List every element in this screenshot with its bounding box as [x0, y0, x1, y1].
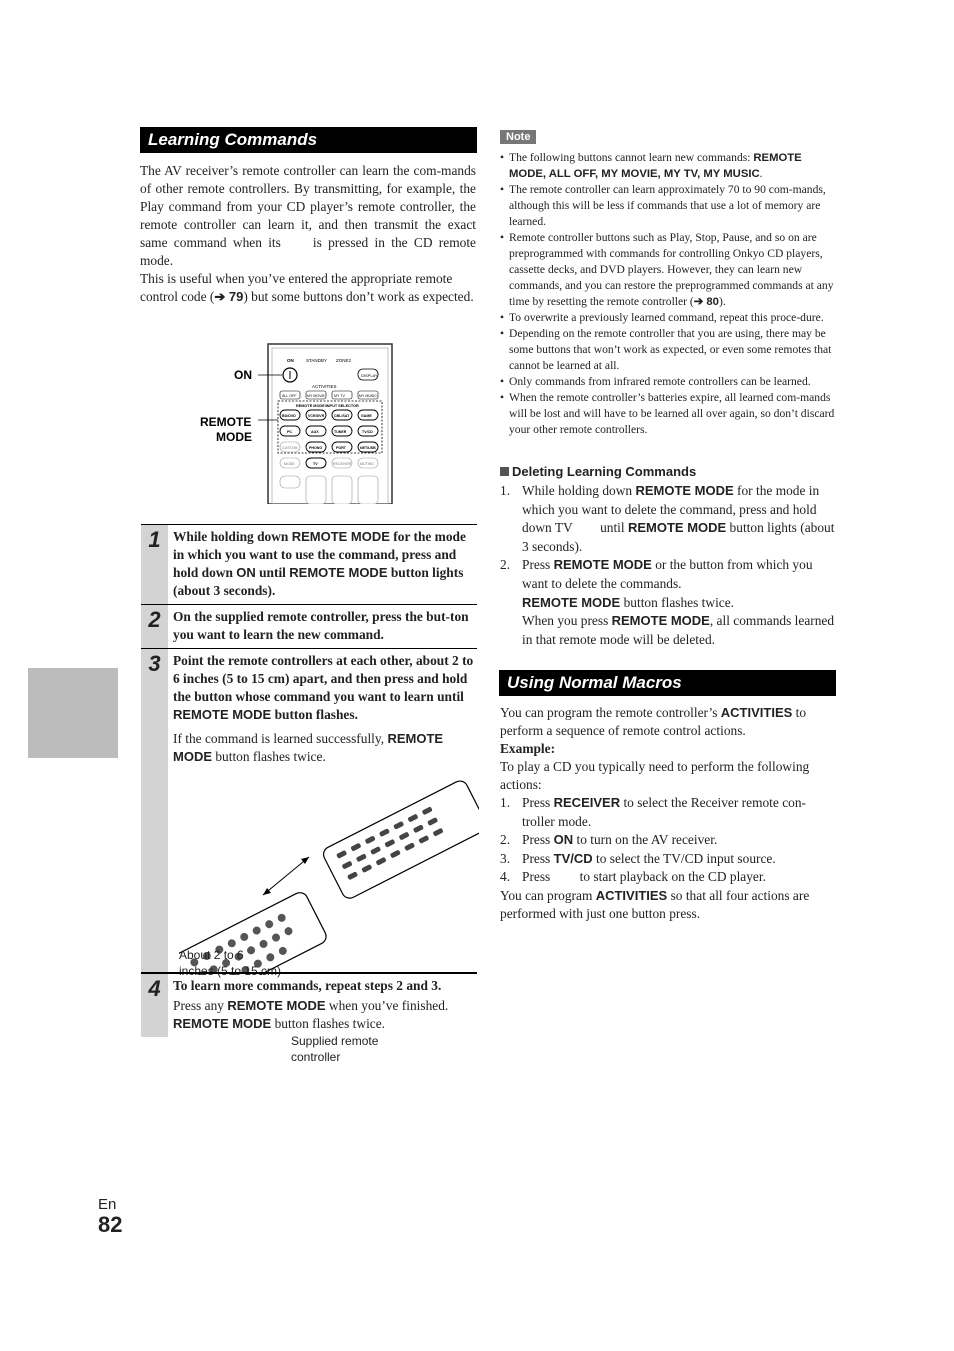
- step-3: 3 Point the remote controllers at each other, about 2 to 6 inches (5 to 15 cm) apart, and then press and hold the button whose command you want to learn until REMOTE MODE button flashes. If the command is learned successfully, REMOTE MODE button flashes twice. About 2 to 6 inches (5 to 15 cm) Supplied remote controller: [141, 648, 477, 972]
- page-ref-80[interactable]: ➔ 80: [693, 296, 719, 308]
- fig-activities: ACTIVITIES: [312, 384, 337, 389]
- note-item: • When the remote controller’s batteries expire, all learned com-mands will be lost and will have to be learned all over again, so don’t discard your other remote controllers.: [500, 390, 838, 438]
- note-item: • Only commands from infrared remote controllers can be learned.: [500, 374, 838, 390]
- section-tab: [28, 668, 118, 758]
- display-button-label: DISPLAY: [361, 373, 378, 378]
- deleting-steps: [500, 482, 836, 649]
- step-number-1: 1: [141, 525, 168, 604]
- svg-text:CUSTOM: CUSTOM: [282, 446, 298, 450]
- example-label: Example:: [500, 741, 556, 756]
- fig-label-on: ON: [234, 368, 252, 382]
- macro-step-2: 2. Press ON to turn on the AV receiver.: [500, 832, 718, 848]
- step-1: 1 While holding down REMOTE MODE for the mode in which you want to use the command, press and hold down ON until REMOTE MODE button lights (about 3 seconds).: [141, 524, 477, 604]
- svg-text:BD/DVD: BD/DVD: [282, 414, 296, 418]
- fig-label-remote: REMOTE: [200, 415, 252, 429]
- step-2: 2 On the supplied remote controller, press the but-ton you want to learn the new command.: [141, 604, 477, 648]
- steps-list: [141, 524, 477, 1064]
- page-language: En: [98, 1196, 117, 1213]
- remote-pointing-figure: [179, 775, 479, 975]
- learning-commands-header: [140, 127, 477, 153]
- svg-text:MY MOVIE: MY MOVIE: [307, 394, 325, 398]
- note-item: • Depending on the remote controller that you are using, there may be some buttons that won’t work as expected, or even some remotes that cannot be learned at all.: [500, 326, 838, 374]
- macro-section: You can program the remote controller’s ACTIVITIES to perform a sequence of remote control actions. Example: To play a CD you typically need to perform the following actions: 1. Press RECEIVER to select the Receiver remote con-troller mode. 2. Press ON to turn on the AV receiver. 3. Press TV/CD to select the TV/CD input source. 4. Press to start playback on the CD player. You can program ACTIVITIES so that all four actions are performed with just one button press.: [500, 704, 836, 923]
- svg-text:MUTING: MUTING: [360, 462, 375, 466]
- fig-selector: REMOTE MODE/INPUT SELECTOR: [296, 404, 359, 408]
- macro-step-3: 3. Press TV/CD to select the TV/CD input source.: [500, 850, 776, 866]
- intro-p1-a: The AV receiver’s remote controller can learn the com-mands of other remote controllers. By transmitting, for example, the Play command from your CD player’s remote controller, the remote controller can learn it, and then transmit the exact same command when its: [140, 163, 476, 250]
- fig-standby: STANDBY: [306, 358, 327, 363]
- fig-on-small: ON: [287, 358, 294, 363]
- svg-text:TV/CD: TV/CD: [362, 430, 373, 434]
- delete-step-1: 1. While holding down REMOTE MODE for the mode in which you want to delete the command, press and hold down TV until REMOTE MODE button lights (about 3 seconds).: [500, 483, 835, 554]
- svg-text:VCR/DVR: VCR/DVR: [308, 414, 325, 418]
- svg-text:PC: PC: [287, 430, 292, 434]
- notes-list: [500, 150, 838, 438]
- intro-p2-a: This is useful when you’ve entered the appropriate remote control code (: [140, 271, 453, 304]
- svg-text:MODE: MODE: [284, 462, 295, 466]
- svg-text:PHONO: PHONO: [309, 446, 323, 450]
- svg-text:PORT: PORT: [336, 446, 346, 450]
- fig-label-mode: MODE: [216, 430, 252, 444]
- delete-step-2: 2. Press REMOTE MODE or the button from which you want to delete the commands. REMOTE MODE button flashes twice. When you press REMOTE MODE, all commands learned in that remote mode will be deleted.: [500, 557, 835, 647]
- svg-text:NET/USB: NET/USB: [360, 446, 376, 450]
- deleting-subheader: Deleting Learning Commands: [500, 464, 696, 479]
- distance-label: About 2 to 6 inches (5 to 15 cm): [179, 948, 282, 978]
- intro-p1-b: is pressed in the CD remote mode.: [140, 235, 476, 268]
- note-item: • Remote controller buttons such as Play, Stop, Pause, and so on are preprogrammed with commands for controlling Onkyo CD players, cassette decks, and DVD players. However, they can learn new commands, and you can restore the preprogrammed commands at any time by resetting the remote controller (➔ 80).: [500, 230, 838, 310]
- macro-step-1: 1. Press RECEIVER to select the Receiver remote con-troller mode.: [500, 795, 806, 829]
- svg-text:TV: TV: [313, 462, 318, 466]
- macro-step-4: 4. Press to start playback on the CD player.: [500, 869, 766, 885]
- svg-text:AUX: AUX: [311, 430, 319, 434]
- intro-text: [140, 162, 476, 306]
- note-item: • The following buttons cannot learn new commands: REMOTE MODE, ALL OFF, MY MOVIE, MY TV, MY MUSIC.: [500, 150, 838, 182]
- step-number-4: 4: [141, 974, 168, 1037]
- svg-text:TUNER: TUNER: [334, 430, 347, 434]
- remote-controller-figure: [196, 340, 396, 504]
- svg-text:MY TV: MY TV: [334, 394, 345, 398]
- step-number-2: 2: [141, 605, 168, 648]
- note-item: • The remote controller can learn approximately 70 to 90 com-mands, although this will be less if commands that use a lot of memory are learned.: [500, 182, 838, 230]
- page-ref-79[interactable]: ➔ 79: [214, 289, 244, 304]
- svg-text:RECEIVER: RECEIVER: [333, 462, 352, 466]
- fig-zone2: ZONE2: [336, 358, 352, 363]
- note-item: • To overwrite a previously learned command, repeat this proce-dure.: [500, 310, 838, 326]
- using-normal-macros-header: [499, 670, 836, 696]
- using-normal-macros-title: Using Normal Macros: [507, 673, 682, 692]
- page-number-block: [98, 1196, 122, 1237]
- intro-p2-b: ) but some buttons don’t work as expected.: [243, 289, 474, 304]
- note-tag: Note: [500, 130, 536, 144]
- svg-text:CBL/SAT: CBL/SAT: [334, 414, 350, 418]
- page-number: 82: [98, 1212, 123, 1237]
- svg-text:GAME: GAME: [361, 414, 372, 418]
- svg-text:MY MUSIC: MY MUSIC: [359, 394, 377, 398]
- learning-commands-title: Learning Commands: [148, 130, 318, 149]
- supplied-remote-label: Supplied remote controller: [291, 1034, 379, 1064]
- square-bullet-icon: [500, 467, 509, 476]
- svg-text:ALL OFF: ALL OFF: [282, 394, 297, 398]
- step-number-3: 3: [141, 649, 168, 972]
- step-4: 4 To learn more commands, repeat steps 2 and 3. Press any REMOTE MODE when you’ve finished. REMOTE MODE button flashes twice.: [141, 972, 477, 1037]
